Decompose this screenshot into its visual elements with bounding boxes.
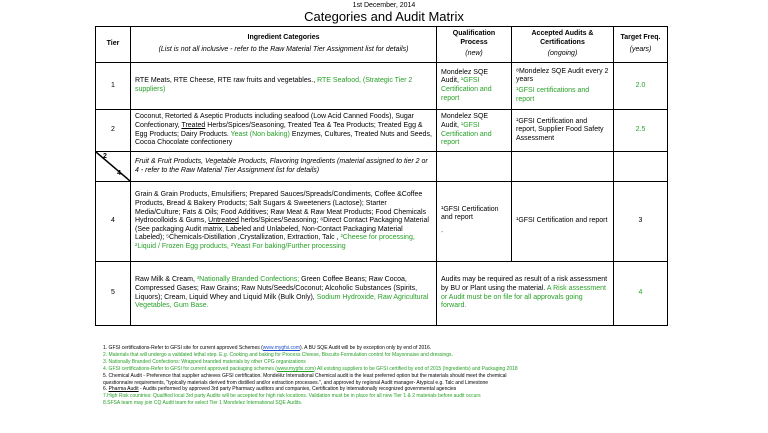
ingredient-text-green: Yeast (Non baking) bbox=[230, 130, 290, 138]
col-header-accepted bbox=[512, 27, 614, 63]
qualification-text-green: ¹GFSI Certification and report bbox=[441, 121, 492, 147]
ingredient-text: Raw Milk & Cream, bbox=[135, 276, 197, 284]
ingredient-header-label: Ingredient Categories bbox=[247, 34, 320, 42]
tier-label-upper: 2 bbox=[103, 153, 107, 160]
target-header-sub: (years) bbox=[629, 46, 652, 53]
footnote-text: 2. Materials that will undergo a validated lethal step. E.g. Cooking and baking for Process Cheese, Biscuits-Formulation control for Mayonnaise and dressings. bbox=[103, 351, 453, 358]
qualification-text-green: ¹GFSI Certification and report bbox=[441, 77, 492, 102]
qualification-accepted-cell bbox=[437, 262, 614, 326]
ingredient-text-green: ³Nationally Branded Confections; bbox=[196, 276, 302, 284]
ingredient-text-underlined: Untreated bbox=[208, 217, 239, 225]
target-cell: 2.5 bbox=[614, 110, 668, 152]
tier-label-lower: 4 bbox=[117, 170, 121, 178]
table-row bbox=[96, 110, 668, 152]
col-header-ingredient bbox=[131, 27, 437, 63]
footnote-text: 3. Nationally Branded Confections: Wrapped branded materials by other CPG organizations bbox=[103, 358, 306, 365]
footnote bbox=[103, 386, 763, 393]
ingredient-text: herbs/Spices/Seasoning; ⁶Direct Contact Packaging Material (See packaging Audit matrix, Labeled and Unlabeled, Non-Contact Packaging Material Labeled); ⁵Chemicals-Distillation ,Crystallization, Extraction, Talc , bbox=[135, 217, 429, 242]
footnote-text: 5. Chemical Audit - Preference that supplier achieves GFSI certification. Mondelēz International Chemical audit is the least preferred option but the materials should meet the chemical bbox=[103, 372, 507, 379]
col-header-qualification bbox=[437, 27, 512, 63]
ingredient-text-green: Sodium Hydroxide, Raw Agricultural Vegetables, Gum Base. bbox=[135, 293, 429, 310]
ingredient-text: Coconut, Retorted & Aseptic Products including seafood (Low Acid Canned Foods), Sugar Confectionary, bbox=[135, 113, 414, 129]
date-line: 1st December, 2014 bbox=[352, 2, 416, 9]
footnote bbox=[103, 393, 763, 400]
tier-cell-split bbox=[96, 152, 131, 182]
ingredient-text: RTE Meats, RTE Cheese, RTE raw fruits and vegetables., bbox=[135, 77, 318, 85]
target-cell: 3 bbox=[614, 182, 668, 262]
qualification-header-sub: (new) bbox=[465, 50, 483, 58]
tier-cell: 2 bbox=[96, 110, 131, 152]
table-row bbox=[96, 262, 668, 326]
accepted-cell: ¹GFSI Certification and report, Supplier Food Safety Assessment bbox=[512, 110, 614, 152]
target-cell: 4 bbox=[614, 262, 668, 326]
tier-cell: 4 bbox=[96, 182, 131, 262]
qualification-text: Mondelez SQE Audit, bbox=[441, 113, 489, 129]
footnotes bbox=[103, 345, 763, 407]
tier-cell: 5 bbox=[96, 262, 131, 326]
footnote-underlined: Pharma Audit bbox=[108, 386, 139, 393]
col-header-target bbox=[614, 27, 668, 63]
footnote-text: 1. GFSI certifications-Refer to GFSI site for current approved Schemes ( bbox=[103, 345, 263, 351]
table-row bbox=[96, 63, 668, 110]
diagonal-divider bbox=[96, 152, 130, 181]
ingredient-cell: Fruit & Fruit Products, Vegetable Products, Flavoring Ingredients (material assigned to tier 2 or 4 - refer to the Raw Material Tier Assignment list for details) bbox=[131, 152, 437, 182]
qualification-dash: - bbox=[441, 228, 444, 236]
footnote bbox=[103, 380, 763, 387]
ingredient-text: Herbs/Spices/Seasoning, Treated Tea & Tea Products; Treated Egg & Egg Products; Dairy Products. bbox=[135, 121, 423, 138]
ingredient-text-green: ²Cheese for processing, ²Liquid / Frozen Egg products, ²Yeast For baking/Further processing bbox=[135, 234, 415, 250]
accepted-header-label: Accepted Audits & Certifications bbox=[531, 30, 594, 46]
accepted-text-green: ¹GFSI certifications and report bbox=[516, 87, 590, 103]
qualification-cell bbox=[437, 182, 512, 262]
accepted-header-sub: (ongoing) bbox=[547, 50, 578, 58]
header-row bbox=[96, 27, 668, 63]
target-header-label: Target Freq. bbox=[620, 34, 661, 42]
target-cell bbox=[614, 152, 668, 182]
table-row bbox=[96, 182, 668, 262]
qa-text-green: A Risk assessment or Audit must be on file for all approvals going forward. bbox=[441, 284, 606, 310]
ingredient-text-underlined: Treated bbox=[181, 121, 206, 129]
footnote bbox=[103, 352, 763, 359]
col-header-tier: Tier bbox=[96, 27, 131, 63]
qualification-text: Mondelez SQE Audit, bbox=[441, 68, 489, 85]
ingredient-cell bbox=[131, 63, 437, 110]
ingredient-text: Grain & Grain Products, Emulsifiers; Prepared Sauces/Spreads/Condiments, Coffee &Coffee Products, Bread & Bakery Products; Salt Sugars & Sweeteners (Lactose); Starter Media/Culture; Fats & Oils; Food Additives; Raw Meat & Raw Meat Products; Food Chemicals Hydrocolloids & Gums, bbox=[135, 191, 427, 225]
ingredient-header-note: (List is not all inclusive - refer to the Raw Material Tier Assignment list for details) bbox=[158, 46, 409, 53]
qualification-text: ¹GFSI Certification and report bbox=[441, 205, 499, 222]
ingredient-cell bbox=[131, 262, 437, 326]
footnote-text: ). A BU SQE Audit will be by exception only by end of 2016. bbox=[300, 345, 432, 351]
footnote bbox=[103, 359, 763, 366]
footnote-text: 8.SFSA team may join CQ Audit team for select Tier 1 Mondelez International SQE Audits. bbox=[103, 400, 303, 407]
table-row bbox=[96, 152, 668, 182]
qualification-header-label: Qualification Process bbox=[452, 30, 496, 46]
accepted-cell bbox=[512, 63, 614, 110]
ingredient-text: Enzymes, Cultures, Treated Nuts and Seeds, Cocoa Chocolate confectionery bbox=[135, 130, 432, 147]
qualification-cell bbox=[437, 110, 512, 152]
qualification-cell bbox=[437, 63, 512, 110]
footnote bbox=[103, 366, 763, 373]
qa-text: Audits may be required as result of a risk assessment by BU or Plant using the material. bbox=[441, 276, 608, 292]
footnote bbox=[103, 400, 763, 407]
footnote-link[interactable]: www.mygfsi.com bbox=[262, 345, 301, 351]
footnote-text: 7.High Risk countries: Qualified local 3rd party Audits will be accepted for high risk locations. Validation must be in place for all new Tier 1 & 2 materials before audit occurs bbox=[103, 393, 481, 400]
footnote-text: 6. bbox=[103, 386, 109, 393]
target-cell: 2.0 bbox=[614, 63, 668, 110]
accepted-cell bbox=[512, 152, 614, 182]
footnote-text: - Audits performed by approved 3rd party Pharmacy auditors and companies, Certification by internationally recognized governmental agencies bbox=[138, 386, 457, 393]
accepted-text: ⁸Mondelez SQE Audit every 2 years bbox=[516, 67, 609, 84]
ingredient-text: Green Coffee Beans; Raw Cocoa, Compressed Gases; Raw Grains; Raw Nuts/Seeds/Coconut; Alcoholic Substances (Spirits, Liquors); Cream, Liquid Whey and Liquid Milk (Bulk Only), bbox=[135, 276, 418, 301]
footnote-link[interactable]: www.mygfsi.com bbox=[276, 365, 315, 372]
footnote-text: ) All existing suppliers to be GFSI certified by end of 2015 (Ingredients) and Packaging 2018 bbox=[314, 365, 518, 372]
footnote-text: questionnaire requirements, "typically materials derived from distilled and/or extraction processes.", and approved by regional Audit manager- Atypical e.g. Talc and Limestone bbox=[103, 379, 489, 386]
audit-matrix-table bbox=[95, 26, 668, 326]
ingredient-cell bbox=[131, 110, 437, 152]
footnote bbox=[103, 345, 763, 352]
tier-cell: 1 bbox=[96, 63, 131, 110]
ingredient-cell bbox=[131, 182, 437, 262]
accepted-cell: ¹GFSI Certification and report bbox=[512, 182, 614, 262]
footnote-text: 4. GFSI certifications-Refer to GFSI for current approved packaging schemes ( bbox=[103, 365, 277, 372]
ingredient-text-green: RTE Seafood, (Strategic Tier 2 suppliers) bbox=[135, 77, 413, 93]
qualification-cell bbox=[437, 152, 512, 182]
footnote bbox=[103, 373, 763, 380]
page-title: Categories and Audit Matrix bbox=[304, 9, 464, 24]
